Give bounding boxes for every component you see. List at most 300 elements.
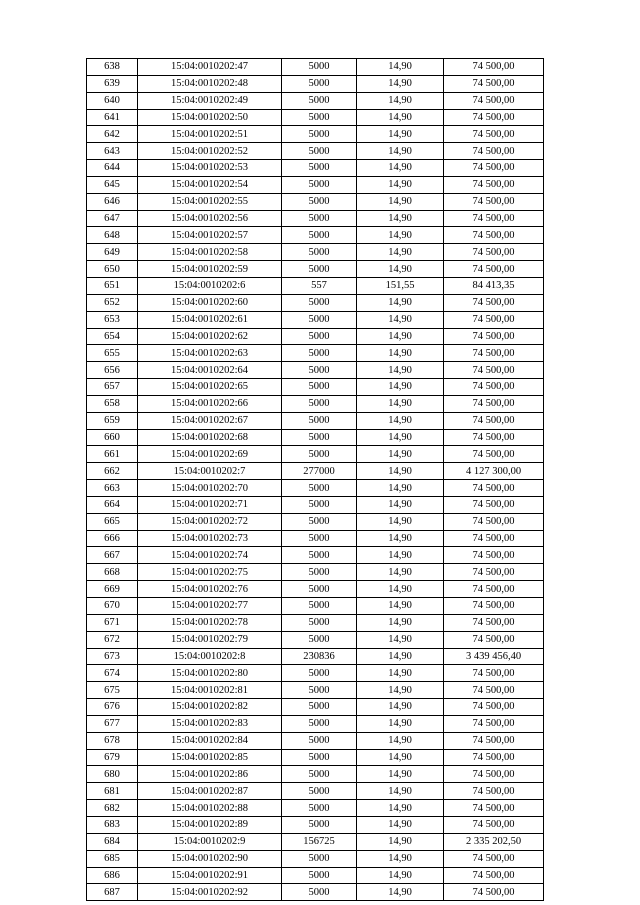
cadastral-number-cell: 15:04:0010202:59 <box>138 261 282 278</box>
cadastral-number-cell: 15:04:0010202:56 <box>138 210 282 227</box>
price-cell: 14,90 <box>357 850 444 867</box>
cadastral-number-cell: 15:04:0010202:60 <box>138 294 282 311</box>
price-cell: 14,90 <box>357 176 444 193</box>
row-number-cell: 663 <box>87 480 138 497</box>
area-cell: 5000 <box>282 109 357 126</box>
cadastral-number-cell: 15:04:0010202:47 <box>138 59 282 76</box>
cadastral-number-cell: 15:04:0010202:55 <box>138 193 282 210</box>
row-number-cell: 673 <box>87 648 138 665</box>
row-number-cell: 678 <box>87 732 138 749</box>
cadastral-number-cell: 15:04:0010202:58 <box>138 244 282 261</box>
price-cell: 14,90 <box>357 311 444 328</box>
cadastral-number-cell: 15:04:0010202:52 <box>138 143 282 160</box>
cadastral-number-cell: 15:04:0010202:65 <box>138 379 282 396</box>
table-row <box>87 75 544 92</box>
table-row <box>87 564 544 581</box>
total-cell: 74 500,00 <box>444 59 544 76</box>
table-row <box>87 395 544 412</box>
table-row <box>87 783 544 800</box>
row-number-cell: 655 <box>87 345 138 362</box>
table-row <box>87 648 544 665</box>
row-number-cell: 682 <box>87 800 138 817</box>
area-cell: 5000 <box>282 547 357 564</box>
area-cell: 5000 <box>282 766 357 783</box>
table-row <box>87 328 544 345</box>
total-cell: 74 500,00 <box>444 766 544 783</box>
area-cell: 5000 <box>282 294 357 311</box>
area-cell: 5000 <box>282 867 357 884</box>
table-row <box>87 513 544 530</box>
table-row <box>87 850 544 867</box>
cadastral-number-cell: 15:04:0010202:53 <box>138 160 282 177</box>
price-cell: 14,90 <box>357 412 444 429</box>
table-row <box>87 92 544 109</box>
price-cell: 14,90 <box>357 732 444 749</box>
table-row <box>87 496 544 513</box>
table-row <box>87 766 544 783</box>
table-row <box>87 749 544 766</box>
row-number-cell: 681 <box>87 783 138 800</box>
cadastral-number-cell: 15:04:0010202:76 <box>138 581 282 598</box>
cadastral-number-cell: 15:04:0010202:77 <box>138 598 282 615</box>
row-number-cell: 674 <box>87 665 138 682</box>
row-number-cell: 662 <box>87 463 138 480</box>
price-cell: 14,90 <box>357 783 444 800</box>
table-row <box>87 699 544 716</box>
row-number-cell: 647 <box>87 210 138 227</box>
cadastral-number-cell: 15:04:0010202:75 <box>138 564 282 581</box>
area-cell: 5000 <box>282 783 357 800</box>
table-row <box>87 59 544 76</box>
table-row <box>87 480 544 497</box>
table-row <box>87 463 544 480</box>
total-cell: 4 127 300,00 <box>444 463 544 480</box>
row-number-cell: 642 <box>87 126 138 143</box>
row-number-cell: 666 <box>87 530 138 547</box>
cadastral-number-cell: 15:04:0010202:70 <box>138 480 282 497</box>
area-cell: 5000 <box>282 328 357 345</box>
price-cell: 14,90 <box>357 715 444 732</box>
row-number-cell: 658 <box>87 395 138 412</box>
total-cell: 74 500,00 <box>444 345 544 362</box>
cadastral-number-cell: 15:04:0010202:84 <box>138 732 282 749</box>
cadastral-number-cell: 15:04:0010202:66 <box>138 395 282 412</box>
table-row <box>87 884 544 901</box>
total-cell: 74 500,00 <box>444 682 544 699</box>
total-cell: 74 500,00 <box>444 362 544 379</box>
area-cell: 5000 <box>282 496 357 513</box>
price-cell: 14,90 <box>357 816 444 833</box>
price-cell: 14,90 <box>357 59 444 76</box>
price-cell: 14,90 <box>357 261 444 278</box>
cadastral-number-cell: 15:04:0010202:82 <box>138 699 282 716</box>
cadastral-number-cell: 15:04:0010202:87 <box>138 783 282 800</box>
area-cell: 5000 <box>282 513 357 530</box>
area-cell: 5000 <box>282 244 357 261</box>
table-row <box>87 160 544 177</box>
row-number-cell: 657 <box>87 379 138 396</box>
area-cell: 5000 <box>282 210 357 227</box>
row-number-cell: 667 <box>87 547 138 564</box>
row-number-cell: 670 <box>87 598 138 615</box>
price-cell: 14,90 <box>357 867 444 884</box>
cadastral-number-cell: 15:04:0010202:83 <box>138 715 282 732</box>
price-cell: 14,90 <box>357 244 444 261</box>
area-cell: 5000 <box>282 564 357 581</box>
total-cell: 74 500,00 <box>444 109 544 126</box>
price-cell: 14,90 <box>357 143 444 160</box>
row-number-cell: 640 <box>87 92 138 109</box>
price-cell: 14,90 <box>357 547 444 564</box>
row-number-cell: 646 <box>87 193 138 210</box>
area-cell: 5000 <box>282 345 357 362</box>
area-cell: 277000 <box>282 463 357 480</box>
price-cell: 14,90 <box>357 648 444 665</box>
table-row <box>87 530 544 547</box>
total-cell: 74 500,00 <box>444 412 544 429</box>
cadastral-number-cell: 15:04:0010202:92 <box>138 884 282 901</box>
cadastral-number-cell: 15:04:0010202:68 <box>138 429 282 446</box>
area-cell: 5000 <box>282 395 357 412</box>
cadastral-number-cell: 15:04:0010202:89 <box>138 816 282 833</box>
area-cell: 5000 <box>282 75 357 92</box>
area-cell: 5000 <box>282 429 357 446</box>
area-cell: 5000 <box>282 379 357 396</box>
row-number-cell: 659 <box>87 412 138 429</box>
area-cell: 5000 <box>282 715 357 732</box>
total-cell: 74 500,00 <box>444 867 544 884</box>
area-cell: 5000 <box>282 614 357 631</box>
row-number-cell: 672 <box>87 631 138 648</box>
price-cell: 14,90 <box>357 564 444 581</box>
cadastral-number-cell: 15:04:0010202:73 <box>138 530 282 547</box>
area-cell: 5000 <box>282 59 357 76</box>
row-number-cell: 680 <box>87 766 138 783</box>
total-cell: 74 500,00 <box>444 143 544 160</box>
table-row <box>87 379 544 396</box>
land-plots-table <box>86 58 544 901</box>
table-row <box>87 867 544 884</box>
area-cell: 5000 <box>282 631 357 648</box>
row-number-cell: 650 <box>87 261 138 278</box>
area-cell: 5000 <box>282 699 357 716</box>
row-number-cell: 651 <box>87 277 138 294</box>
table-row <box>87 682 544 699</box>
price-cell: 14,90 <box>357 362 444 379</box>
total-cell: 74 500,00 <box>444 530 544 547</box>
price-cell: 14,90 <box>357 631 444 648</box>
area-cell: 5000 <box>282 682 357 699</box>
total-cell: 74 500,00 <box>444 749 544 766</box>
table-row <box>87 816 544 833</box>
row-number-cell: 639 <box>87 75 138 92</box>
area-cell: 5000 <box>282 816 357 833</box>
cadastral-number-cell: 15:04:0010202:57 <box>138 227 282 244</box>
row-number-cell: 643 <box>87 143 138 160</box>
total-cell: 74 500,00 <box>444 598 544 615</box>
total-cell: 74 500,00 <box>444 496 544 513</box>
total-cell: 74 500,00 <box>444 160 544 177</box>
row-number-cell: 653 <box>87 311 138 328</box>
row-number-cell: 664 <box>87 496 138 513</box>
area-cell: 5000 <box>282 311 357 328</box>
area-cell: 230836 <box>282 648 357 665</box>
cadastral-number-cell: 15:04:0010202:90 <box>138 850 282 867</box>
table-row <box>87 715 544 732</box>
area-cell: 5000 <box>282 598 357 615</box>
total-cell: 74 500,00 <box>444 884 544 901</box>
cadastral-number-cell: 15:04:0010202:54 <box>138 176 282 193</box>
total-cell: 74 500,00 <box>444 547 544 564</box>
cadastral-number-cell: 15:04:0010202:81 <box>138 682 282 699</box>
row-number-cell: 665 <box>87 513 138 530</box>
area-cell: 5000 <box>282 92 357 109</box>
cadastral-number-cell: 15:04:0010202:78 <box>138 614 282 631</box>
row-number-cell: 645 <box>87 176 138 193</box>
total-cell: 74 500,00 <box>444 294 544 311</box>
table-row <box>87 126 544 143</box>
table-row <box>87 210 544 227</box>
cadastral-number-cell: 15:04:0010202:50 <box>138 109 282 126</box>
price-cell: 14,90 <box>357 665 444 682</box>
row-number-cell: 671 <box>87 614 138 631</box>
total-cell: 74 500,00 <box>444 513 544 530</box>
table-row <box>87 261 544 278</box>
price-cell: 14,90 <box>357 126 444 143</box>
price-cell: 14,90 <box>357 463 444 480</box>
cadastral-number-cell: 15:04:0010202:88 <box>138 800 282 817</box>
row-number-cell: 660 <box>87 429 138 446</box>
area-cell: 5000 <box>282 143 357 160</box>
total-cell: 74 500,00 <box>444 800 544 817</box>
area-cell: 5000 <box>282 530 357 547</box>
total-cell: 74 500,00 <box>444 816 544 833</box>
row-number-cell: 686 <box>87 867 138 884</box>
cadastral-number-cell: 15:04:0010202:61 <box>138 311 282 328</box>
price-cell: 14,90 <box>357 598 444 615</box>
table-row <box>87 311 544 328</box>
table-row <box>87 176 544 193</box>
table-body <box>87 59 544 901</box>
total-cell: 74 500,00 <box>444 193 544 210</box>
price-cell: 14,90 <box>357 513 444 530</box>
price-cell: 14,90 <box>357 210 444 227</box>
table-row <box>87 800 544 817</box>
area-cell: 5000 <box>282 581 357 598</box>
table-row <box>87 446 544 463</box>
price-cell: 14,90 <box>357 294 444 311</box>
total-cell: 74 500,00 <box>444 446 544 463</box>
area-cell: 5000 <box>282 160 357 177</box>
row-number-cell: 652 <box>87 294 138 311</box>
total-cell: 74 500,00 <box>444 261 544 278</box>
price-cell: 14,90 <box>357 75 444 92</box>
total-cell: 74 500,00 <box>444 783 544 800</box>
cadastral-number-cell: 15:04:0010202:62 <box>138 328 282 345</box>
area-cell: 5000 <box>282 850 357 867</box>
cadastral-number-cell: 15:04:0010202:80 <box>138 665 282 682</box>
total-cell: 74 500,00 <box>444 480 544 497</box>
cadastral-number-cell: 15:04:0010202:51 <box>138 126 282 143</box>
total-cell: 74 500,00 <box>444 665 544 682</box>
price-cell: 14,90 <box>357 699 444 716</box>
row-number-cell: 649 <box>87 244 138 261</box>
table-row <box>87 598 544 615</box>
price-cell: 14,90 <box>357 109 444 126</box>
total-cell: 74 500,00 <box>444 429 544 446</box>
total-cell: 74 500,00 <box>444 631 544 648</box>
area-cell: 5000 <box>282 446 357 463</box>
cadastral-number-cell: 15:04:0010202:69 <box>138 446 282 463</box>
price-cell: 14,90 <box>357 581 444 598</box>
row-number-cell: 676 <box>87 699 138 716</box>
area-cell: 5000 <box>282 193 357 210</box>
price-cell: 14,90 <box>357 446 444 463</box>
row-number-cell: 679 <box>87 749 138 766</box>
row-number-cell: 669 <box>87 581 138 598</box>
table-row <box>87 227 544 244</box>
cadastral-number-cell: 15:04:0010202:8 <box>138 648 282 665</box>
cadastral-number-cell: 15:04:0010202:64 <box>138 362 282 379</box>
cadastral-number-cell: 15:04:0010202:85 <box>138 749 282 766</box>
price-cell: 14,90 <box>357 328 444 345</box>
table-row <box>87 631 544 648</box>
total-cell: 74 500,00 <box>444 732 544 749</box>
area-cell: 5000 <box>282 800 357 817</box>
price-cell: 14,90 <box>357 160 444 177</box>
area-cell: 5000 <box>282 261 357 278</box>
price-cell: 14,90 <box>357 345 444 362</box>
area-cell: 5000 <box>282 176 357 193</box>
price-cell: 14,90 <box>357 193 444 210</box>
price-cell: 14,90 <box>357 429 444 446</box>
cadastral-number-cell: 15:04:0010202:6 <box>138 277 282 294</box>
total-cell: 74 500,00 <box>444 92 544 109</box>
row-number-cell: 644 <box>87 160 138 177</box>
total-cell: 74 500,00 <box>444 311 544 328</box>
price-cell: 14,90 <box>357 800 444 817</box>
total-cell: 74 500,00 <box>444 715 544 732</box>
table-row <box>87 193 544 210</box>
row-number-cell: 668 <box>87 564 138 581</box>
price-cell: 14,90 <box>357 379 444 396</box>
table-row <box>87 277 544 294</box>
total-cell: 74 500,00 <box>444 328 544 345</box>
area-cell: 5000 <box>282 732 357 749</box>
table-row <box>87 143 544 160</box>
total-cell: 74 500,00 <box>444 227 544 244</box>
area-cell: 5000 <box>282 665 357 682</box>
row-number-cell: 638 <box>87 59 138 76</box>
row-number-cell: 648 <box>87 227 138 244</box>
cadastral-number-cell: 15:04:0010202:67 <box>138 412 282 429</box>
total-cell: 84 413,35 <box>444 277 544 294</box>
cadastral-number-cell: 15:04:0010202:7 <box>138 463 282 480</box>
total-cell: 74 500,00 <box>444 564 544 581</box>
price-cell: 14,90 <box>357 749 444 766</box>
total-cell: 74 500,00 <box>444 126 544 143</box>
row-number-cell: 685 <box>87 850 138 867</box>
total-cell: 74 500,00 <box>444 395 544 412</box>
total-cell: 2 335 202,50 <box>444 833 544 850</box>
price-cell: 151,55 <box>357 277 444 294</box>
row-number-cell: 687 <box>87 884 138 901</box>
table-row <box>87 581 544 598</box>
area-cell: 156725 <box>282 833 357 850</box>
area-cell: 5000 <box>282 362 357 379</box>
area-cell: 5000 <box>282 480 357 497</box>
area-cell: 557 <box>282 277 357 294</box>
table-row <box>87 429 544 446</box>
table-row <box>87 345 544 362</box>
price-cell: 14,90 <box>357 395 444 412</box>
area-cell: 5000 <box>282 412 357 429</box>
cadastral-number-cell: 15:04:0010202:71 <box>138 496 282 513</box>
document-page <box>86 58 544 901</box>
cadastral-number-cell: 15:04:0010202:79 <box>138 631 282 648</box>
table-row <box>87 547 544 564</box>
row-number-cell: 641 <box>87 109 138 126</box>
table-row <box>87 362 544 379</box>
total-cell: 74 500,00 <box>444 614 544 631</box>
total-cell: 74 500,00 <box>444 244 544 261</box>
table-row <box>87 614 544 631</box>
row-number-cell: 661 <box>87 446 138 463</box>
cadastral-number-cell: 15:04:0010202:91 <box>138 867 282 884</box>
price-cell: 14,90 <box>357 480 444 497</box>
row-number-cell: 683 <box>87 816 138 833</box>
table-row <box>87 665 544 682</box>
row-number-cell: 677 <box>87 715 138 732</box>
table-row <box>87 244 544 261</box>
area-cell: 5000 <box>282 227 357 244</box>
row-number-cell: 656 <box>87 362 138 379</box>
price-cell: 14,90 <box>357 92 444 109</box>
cadastral-number-cell: 15:04:0010202:63 <box>138 345 282 362</box>
price-cell: 14,90 <box>357 530 444 547</box>
cadastral-number-cell: 15:04:0010202:74 <box>138 547 282 564</box>
total-cell: 74 500,00 <box>444 379 544 396</box>
table-row <box>87 412 544 429</box>
price-cell: 14,90 <box>357 614 444 631</box>
cadastral-number-cell: 15:04:0010202:9 <box>138 833 282 850</box>
table-row <box>87 109 544 126</box>
row-number-cell: 654 <box>87 328 138 345</box>
cadastral-number-cell: 15:04:0010202:48 <box>138 75 282 92</box>
cadastral-number-cell: 15:04:0010202:86 <box>138 766 282 783</box>
total-cell: 74 500,00 <box>444 699 544 716</box>
total-cell: 74 500,00 <box>444 75 544 92</box>
table-row <box>87 833 544 850</box>
price-cell: 14,90 <box>357 496 444 513</box>
area-cell: 5000 <box>282 749 357 766</box>
total-cell: 3 439 456,40 <box>444 648 544 665</box>
total-cell: 74 500,00 <box>444 850 544 867</box>
table-row <box>87 294 544 311</box>
row-number-cell: 684 <box>87 833 138 850</box>
total-cell: 74 500,00 <box>444 581 544 598</box>
total-cell: 74 500,00 <box>444 210 544 227</box>
cadastral-number-cell: 15:04:0010202:49 <box>138 92 282 109</box>
price-cell: 14,90 <box>357 766 444 783</box>
price-cell: 14,90 <box>357 227 444 244</box>
row-number-cell: 675 <box>87 682 138 699</box>
area-cell: 5000 <box>282 126 357 143</box>
table-row <box>87 732 544 749</box>
total-cell: 74 500,00 <box>444 176 544 193</box>
cadastral-number-cell: 15:04:0010202:72 <box>138 513 282 530</box>
price-cell: 14,90 <box>357 884 444 901</box>
